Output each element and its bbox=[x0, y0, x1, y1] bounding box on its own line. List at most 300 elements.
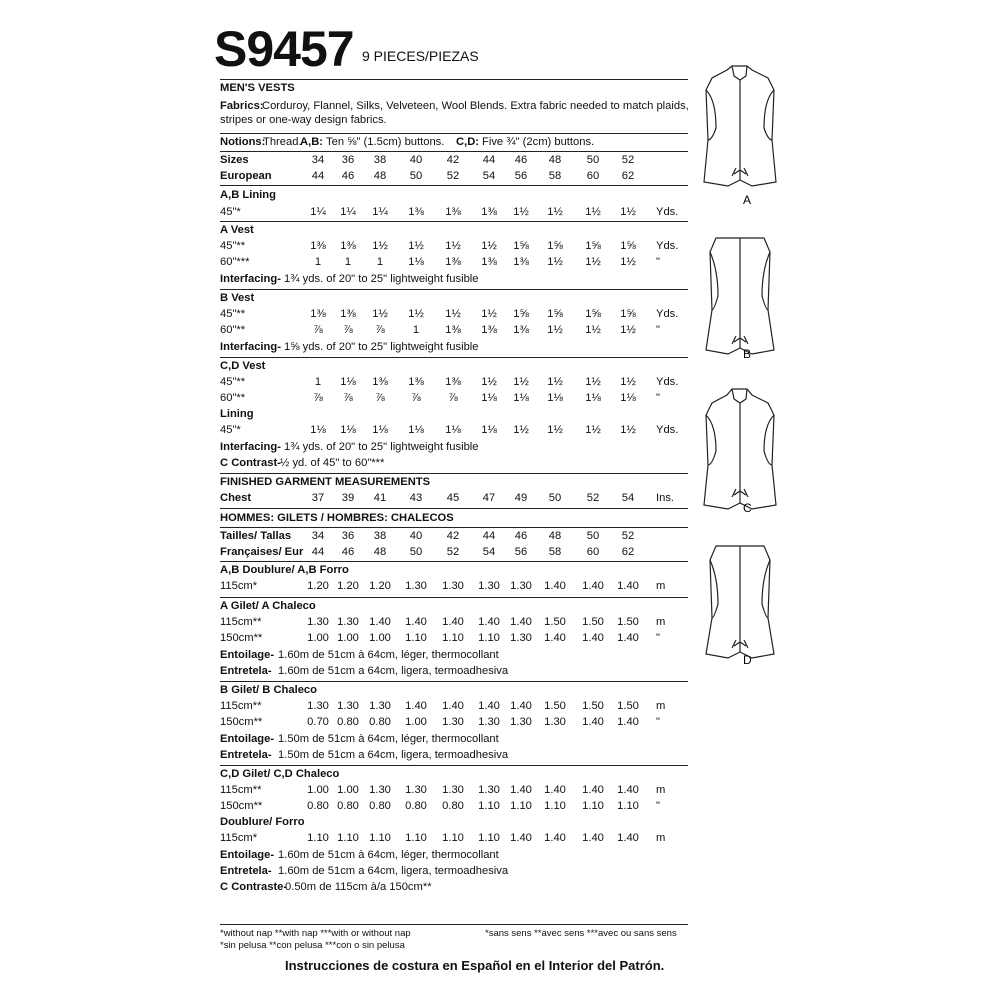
table-cell: 42 bbox=[446, 154, 460, 166]
table-cell: 1½ bbox=[481, 376, 497, 388]
table-cell: 40 bbox=[409, 154, 423, 166]
table-cell: 1½ bbox=[445, 308, 461, 320]
notions-text: Thread. bbox=[263, 136, 302, 148]
table-cell: 1½ bbox=[585, 256, 601, 268]
table-cell: 44 bbox=[482, 530, 496, 542]
table-cell: 1.40 bbox=[369, 616, 391, 628]
table-cell: 1.30 bbox=[510, 716, 532, 728]
table-cell: 1.10 bbox=[617, 800, 639, 812]
vest-view-c bbox=[704, 389, 776, 509]
table-cell: 1¼ bbox=[340, 206, 356, 218]
table-cell: 1 bbox=[314, 376, 322, 388]
table-cell: 1½ bbox=[481, 240, 497, 252]
section-title-en: MEN'S VESTS bbox=[220, 82, 295, 94]
table-cell: 46 bbox=[341, 170, 355, 182]
b-vest-title: B Vest bbox=[220, 292, 255, 304]
a-gilet-title: A Gilet/ A Chaleco bbox=[220, 600, 316, 612]
table-cell: 1½ bbox=[547, 324, 563, 336]
lining-45-unit: Yds. bbox=[656, 424, 679, 436]
table-cell: 1⅜ bbox=[340, 240, 356, 252]
table-cell: ⅞ bbox=[343, 324, 353, 336]
a-gilet-150-label: 150cm** bbox=[220, 632, 263, 644]
cd-gilet-150-unit: " bbox=[656, 800, 660, 812]
table-cell: 1.40 bbox=[478, 616, 500, 628]
a-vest-60-unit: " bbox=[656, 256, 660, 268]
table-cell: 48 bbox=[373, 170, 387, 182]
chest-unit: Ins. bbox=[656, 492, 675, 504]
vest-view-d bbox=[706, 546, 774, 658]
ab-lining-title: A,B Lining bbox=[220, 189, 276, 201]
doublure-115-label: 115cm* bbox=[220, 832, 258, 844]
table-cell: 1⅜ bbox=[445, 256, 461, 268]
francaises-label: Françaises/ Eur bbox=[220, 546, 304, 558]
table-cell: 1.50 bbox=[617, 616, 639, 628]
table-cell: 1½ bbox=[513, 424, 529, 436]
divider bbox=[220, 765, 688, 766]
vest-label-b: B bbox=[743, 347, 752, 361]
table-cell: 1.30 bbox=[307, 616, 329, 628]
a-vest-title: A Vest bbox=[220, 224, 254, 236]
ab-doublure-title: A,B Doublure/ A,B Forro bbox=[220, 564, 349, 576]
a-vest-60-label: 60"*** bbox=[220, 256, 250, 268]
cd-vest-45-label: 45"** bbox=[220, 376, 246, 388]
table-cell: 1⅝ bbox=[547, 240, 563, 252]
table-cell: 1⅛ bbox=[408, 424, 424, 436]
footnote-es: *sin pelusa **con pelusa ***con o sin pelusa bbox=[220, 940, 405, 951]
table-cell: 1⅜ bbox=[481, 256, 497, 268]
table-cell: 50 bbox=[586, 530, 600, 542]
table-cell: 1.10 bbox=[544, 800, 566, 812]
table-cell: 1.50 bbox=[544, 700, 566, 712]
table-cell: 1⅜ bbox=[340, 308, 356, 320]
table-cell: 1.30 bbox=[510, 580, 532, 592]
table-cell: 58 bbox=[548, 546, 562, 558]
b-gilet-115-label: 115cm** bbox=[220, 700, 262, 712]
table-cell: 1.40 bbox=[510, 832, 532, 844]
table-cell: 1.10 bbox=[337, 832, 359, 844]
table-cell: 1.00 bbox=[405, 716, 427, 728]
divider bbox=[220, 527, 688, 528]
a-entretela-text: 1.60m de 51cm a 64cm, ligera, termoadhesiva bbox=[278, 665, 509, 677]
table-cell: 50 bbox=[586, 154, 600, 166]
table-cell: 1.40 bbox=[582, 784, 604, 796]
notions-label: Notions: bbox=[220, 136, 266, 148]
ab-doublure-115-label: 115cm* bbox=[220, 580, 258, 592]
table-cell: 48 bbox=[548, 154, 562, 166]
table-cell: 1.40 bbox=[617, 784, 639, 796]
table-cell: 1⅜ bbox=[481, 324, 497, 336]
table-cell: 0.80 bbox=[442, 800, 464, 812]
divider bbox=[220, 185, 688, 186]
cd-entoilage-text: 1.60m de 51cm à 64cm, léger, thermocollant bbox=[278, 849, 499, 861]
a-interfacing-text: 1¾ yds. of 20" to 25" lightweight fusible bbox=[284, 273, 479, 285]
table-cell: 1.00 bbox=[337, 632, 359, 644]
divider bbox=[220, 508, 688, 509]
table-cell: 1½ bbox=[585, 424, 601, 436]
ab-lining-45-label: 45"* bbox=[220, 206, 241, 218]
divider bbox=[220, 221, 688, 222]
table-cell: 1.40 bbox=[478, 700, 500, 712]
table-cell: 1.50 bbox=[582, 700, 604, 712]
table-cell: 46 bbox=[341, 546, 355, 558]
footnote-fr: *sans sens **avec sens ***avec ou sans sens bbox=[485, 928, 677, 939]
table-cell: 34 bbox=[311, 154, 325, 166]
a-gilet-150-unit: " bbox=[656, 632, 660, 644]
table-cell: 1½ bbox=[620, 424, 636, 436]
table-cell: 56 bbox=[514, 170, 528, 182]
table-cell: 1.40 bbox=[617, 832, 639, 844]
table-cell: 1.50 bbox=[617, 700, 639, 712]
table-cell: 1¼ bbox=[372, 206, 388, 218]
table-cell: 54 bbox=[482, 170, 496, 182]
table-cell: 1.30 bbox=[369, 700, 391, 712]
table-cell: 1½ bbox=[513, 206, 529, 218]
tailles-label: Tailles/ Tallas bbox=[220, 530, 292, 542]
table-cell: 1½ bbox=[372, 308, 388, 320]
table-cell: 1.30 bbox=[337, 616, 359, 628]
table-cell: 1.10 bbox=[582, 800, 604, 812]
table-cell: 58 bbox=[548, 170, 562, 182]
table-cell: 34 bbox=[311, 530, 325, 542]
cd-interfacing-text: 1¾ yds. of 20" to 25" lightweight fusible bbox=[284, 441, 479, 453]
table-cell: ⅞ bbox=[313, 324, 323, 336]
table-cell: 60 bbox=[586, 546, 600, 558]
table-cell: 52 bbox=[621, 530, 635, 542]
table-cell: 1⅛ bbox=[585, 392, 601, 404]
table-cell: 1.30 bbox=[478, 716, 500, 728]
pieces-count: 9 PIECES/PIEZAS bbox=[362, 48, 479, 64]
table-cell: 54 bbox=[482, 546, 496, 558]
table-cell: 1¼ bbox=[310, 206, 326, 218]
table-cell: 1.20 bbox=[307, 580, 329, 592]
table-cell: 1.40 bbox=[442, 616, 464, 628]
table-cell: 50 bbox=[548, 492, 562, 504]
doublure-title: Doublure/ Forro bbox=[220, 816, 305, 828]
table-cell: 56 bbox=[514, 546, 528, 558]
table-cell: 40 bbox=[409, 530, 423, 542]
fabrics-text: Corduroy, Flannel, Silks, Velveteen, Wool Blends. Extra fabric needed to match plaids, bbox=[262, 100, 689, 112]
table-cell: 46 bbox=[514, 154, 528, 166]
fabrics-label: Fabrics: bbox=[220, 100, 264, 112]
divider bbox=[220, 597, 688, 598]
table-cell: ⅞ bbox=[343, 392, 353, 404]
table-cell: 1 bbox=[412, 324, 420, 336]
footnote-en: *without nap **with nap ***with or without nap bbox=[220, 928, 411, 939]
cd-gilet-115-label: 115cm** bbox=[220, 784, 262, 796]
a-entoilage-label: Entoilage- bbox=[220, 649, 275, 661]
table-cell: 52 bbox=[621, 154, 635, 166]
a-vest-45-unit: Yds. bbox=[656, 240, 679, 252]
vest-illustrations bbox=[690, 60, 810, 700]
table-cell: ⅞ bbox=[411, 392, 421, 404]
vest-label-d: D bbox=[743, 653, 752, 667]
table-cell: 1.40 bbox=[544, 580, 566, 592]
table-cell: 1½ bbox=[547, 256, 563, 268]
table-cell: 47 bbox=[482, 492, 496, 504]
section-title-fr: HOMMES: GILETS / HOMBRES: CHALECOS bbox=[220, 512, 454, 524]
table-cell: 1⅝ bbox=[547, 308, 563, 320]
table-cell: 37 bbox=[311, 492, 325, 504]
table-cell: 49 bbox=[514, 492, 528, 504]
table-cell: 1⅜ bbox=[445, 324, 461, 336]
table-cell: 1.10 bbox=[405, 632, 427, 644]
table-cell: 1.10 bbox=[478, 800, 500, 812]
b-entretela-label: Entretela- bbox=[220, 749, 272, 761]
table-cell: 43 bbox=[409, 492, 423, 504]
cd-gilet-title: C,D Gilet/ C,D Chaleco bbox=[220, 768, 340, 780]
vest-label-c: C bbox=[743, 501, 752, 515]
vest-view-b bbox=[706, 238, 774, 354]
table-cell: 60 bbox=[586, 170, 600, 182]
vest-view-a bbox=[704, 66, 776, 186]
table-cell: 1⅛ bbox=[340, 376, 356, 388]
table-cell: 1⅜ bbox=[445, 206, 461, 218]
cd-entretela-text: 1.60m de 51cm a 64cm, ligera, termoadhesiva bbox=[278, 865, 509, 877]
table-cell: 1⅜ bbox=[481, 206, 497, 218]
table-cell: 1.40 bbox=[582, 580, 604, 592]
table-cell: 1.40 bbox=[582, 832, 604, 844]
cd-vest-60-unit: " bbox=[656, 392, 660, 404]
chest-label: Chest bbox=[220, 492, 252, 504]
a-interfacing-label: Interfacing- bbox=[220, 273, 281, 285]
table-cell: 1½ bbox=[620, 324, 636, 336]
table-cell: 1 bbox=[344, 256, 352, 268]
cd-vest-title: C,D Vest bbox=[220, 360, 266, 372]
divider bbox=[220, 357, 688, 358]
table-cell: 1⅛ bbox=[481, 392, 497, 404]
table-cell: 1.50 bbox=[544, 616, 566, 628]
table-cell: 1.00 bbox=[307, 784, 329, 796]
table-cell: 36 bbox=[341, 530, 355, 542]
finished-title: FINISHED GARMENT MEASUREMENTS bbox=[220, 476, 431, 488]
table-cell: 1⅛ bbox=[340, 424, 356, 436]
table-cell: 1.30 bbox=[442, 580, 464, 592]
b-vest-45-label: 45"** bbox=[220, 308, 246, 320]
table-cell: 1⅛ bbox=[310, 424, 326, 436]
table-cell: 1⅛ bbox=[408, 256, 424, 268]
table-cell: 1⅝ bbox=[620, 240, 636, 252]
table-cell: 48 bbox=[548, 530, 562, 542]
table-cell: 1⅛ bbox=[481, 424, 497, 436]
table-cell: 41 bbox=[373, 492, 387, 504]
table-cell: 1½ bbox=[372, 240, 388, 252]
table-cell: 1.10 bbox=[478, 632, 500, 644]
table-cell: 1.10 bbox=[369, 832, 391, 844]
notions-cd: C,D: bbox=[456, 136, 479, 148]
cd-gilet-115-unit: m bbox=[656, 784, 666, 796]
table-cell: 1⅜ bbox=[408, 206, 424, 218]
divider bbox=[220, 473, 688, 474]
table-cell: 1⅛ bbox=[513, 392, 529, 404]
table-cell: 1⅜ bbox=[408, 376, 424, 388]
table-cell: 0.80 bbox=[369, 716, 391, 728]
table-cell: 1.40 bbox=[510, 700, 532, 712]
table-cell: 1.40 bbox=[544, 632, 566, 644]
b-gilet-150-unit: " bbox=[656, 716, 660, 728]
table-cell: 1.20 bbox=[369, 580, 391, 592]
b-vest-60-unit: " bbox=[656, 324, 660, 336]
table-cell: 52 bbox=[446, 170, 460, 182]
table-cell: 1.00 bbox=[337, 784, 359, 796]
table-cell: 1⅜ bbox=[513, 256, 529, 268]
table-cell: 1½ bbox=[513, 376, 529, 388]
table-cell: 38 bbox=[373, 530, 387, 542]
table-cell: 1.10 bbox=[510, 800, 532, 812]
table-cell: 1⅝ bbox=[620, 308, 636, 320]
divider bbox=[220, 133, 688, 134]
table-cell: 42 bbox=[446, 530, 460, 542]
table-cell: 1.40 bbox=[442, 700, 464, 712]
table-cell: 1.30 bbox=[478, 784, 500, 796]
table-cell: 1.10 bbox=[442, 832, 464, 844]
table-cell: 36 bbox=[341, 154, 355, 166]
table-cell: 1½ bbox=[620, 256, 636, 268]
table-cell: 50 bbox=[409, 170, 423, 182]
table-cell: 1⅝ bbox=[513, 308, 529, 320]
table-cell: 44 bbox=[311, 546, 325, 558]
table-cell: 1.40 bbox=[617, 632, 639, 644]
table-cell: 1⅜ bbox=[310, 308, 326, 320]
table-cell: 1½ bbox=[620, 376, 636, 388]
table-cell: 1.00 bbox=[307, 632, 329, 644]
divider bbox=[220, 289, 688, 290]
divider-top bbox=[220, 79, 688, 80]
notions-ab: A,B: bbox=[300, 136, 323, 148]
divider bbox=[220, 681, 688, 682]
table-cell: 1.20 bbox=[337, 580, 359, 592]
table-cell: 1.40 bbox=[582, 632, 604, 644]
table-cell: 1⅜ bbox=[372, 376, 388, 388]
b-vest-60-label: 60"** bbox=[220, 324, 246, 336]
table-cell: 1.40 bbox=[405, 700, 427, 712]
divider bbox=[220, 561, 688, 562]
table-cell: 38 bbox=[373, 154, 387, 166]
b-gilet-150-label: 150cm** bbox=[220, 716, 263, 728]
table-cell: 1.40 bbox=[617, 580, 639, 592]
table-cell: 44 bbox=[311, 170, 325, 182]
table-cell: 1½ bbox=[547, 376, 563, 388]
a-vest-45-label: 45"** bbox=[220, 240, 246, 252]
b-interfacing-text: 1⅝ yds. of 20" to 25" lightweight fusible bbox=[284, 341, 479, 353]
table-cell: 1½ bbox=[585, 376, 601, 388]
pattern-number: S9457 bbox=[214, 21, 354, 77]
table-cell: 0.80 bbox=[405, 800, 427, 812]
table-cell: 1⅝ bbox=[585, 308, 601, 320]
table-cell: 1⅜ bbox=[513, 324, 529, 336]
table-cell: 1½ bbox=[620, 206, 636, 218]
table-cell: 1.10 bbox=[307, 832, 329, 844]
b-entoilage-text: 1.50m de 51cm à 64cm, léger, thermocollant bbox=[278, 733, 499, 745]
table-cell: 48 bbox=[373, 546, 387, 558]
table-cell: 1 bbox=[376, 256, 384, 268]
b-interfacing-label: Interfacing- bbox=[220, 341, 281, 353]
table-cell: 1½ bbox=[585, 324, 601, 336]
ab-doublure-115-unit: m bbox=[656, 580, 666, 592]
table-cell: 0.80 bbox=[337, 800, 359, 812]
c-contrast-label: C Contrast- bbox=[220, 457, 281, 469]
table-cell: 1⅛ bbox=[372, 424, 388, 436]
table-cell: 54 bbox=[621, 492, 635, 504]
table-cell: 1.40 bbox=[405, 616, 427, 628]
table-cell: 1.30 bbox=[307, 700, 329, 712]
table-cell: 52 bbox=[446, 546, 460, 558]
b-gilet-title: B Gilet/ B Chaleco bbox=[220, 684, 317, 696]
c-contrast-text: ½ yd. of 45" to 60"*** bbox=[280, 457, 385, 469]
table-cell: 1.30 bbox=[510, 632, 532, 644]
b-entretela-text: 1.50m de 51cm a 64cm, ligera, termoadhesiva bbox=[278, 749, 509, 761]
b-entoilage-label: Entoilage- bbox=[220, 733, 275, 745]
lining-45-label: 45"* bbox=[220, 424, 241, 436]
table-cell: 52 bbox=[586, 492, 600, 504]
table-cell: 1.50 bbox=[582, 616, 604, 628]
table-cell: 1.30 bbox=[337, 700, 359, 712]
table-cell: 1⅜ bbox=[445, 376, 461, 388]
cd-interfacing-label: Interfacing- bbox=[220, 441, 281, 453]
table-cell: 0.80 bbox=[369, 800, 391, 812]
a-gilet-115-unit: m bbox=[656, 616, 666, 628]
cd-entretela-label: Entretela- bbox=[220, 865, 272, 877]
notions-ab-text: Ten ⅝" (1.5cm) buttons. bbox=[326, 136, 445, 148]
table-cell: 1.00 bbox=[369, 632, 391, 644]
a-gilet-115-label: 115cm** bbox=[220, 616, 262, 628]
table-cell: ⅞ bbox=[375, 324, 385, 336]
table-cell: 1⅝ bbox=[513, 240, 529, 252]
fabrics-text-2: stripes or one-way design fabrics. bbox=[220, 114, 387, 126]
table-cell: 1.40 bbox=[582, 716, 604, 728]
table-cell: 1.30 bbox=[405, 580, 427, 592]
table-cell: 1½ bbox=[408, 308, 424, 320]
table-cell: 1½ bbox=[585, 206, 601, 218]
table-cell: 1⅛ bbox=[620, 392, 636, 404]
bottom-note: Instrucciones de costura en Español en el Interior del Patrón. bbox=[285, 958, 665, 973]
table-cell: 1.40 bbox=[617, 716, 639, 728]
table-cell: 1⅝ bbox=[585, 240, 601, 252]
table-cell: 0.80 bbox=[337, 716, 359, 728]
table-cell: 1.10 bbox=[442, 632, 464, 644]
table-cell: 62 bbox=[621, 546, 635, 558]
table-cell: ⅞ bbox=[448, 392, 458, 404]
table-cell: 0.80 bbox=[307, 800, 329, 812]
table-cell: 1.40 bbox=[544, 832, 566, 844]
table-cell: 39 bbox=[341, 492, 355, 504]
table-cell: 1 bbox=[314, 256, 322, 268]
table-cell: 1.10 bbox=[478, 832, 500, 844]
table-cell: 1.40 bbox=[510, 784, 532, 796]
c-contraste-label: C Contraste- bbox=[220, 881, 288, 893]
a-entoilage-text: 1.60m de 51cm à 64cm, léger, thermocollant bbox=[278, 649, 499, 661]
table-cell: 45 bbox=[446, 492, 460, 504]
divider bbox=[220, 151, 688, 152]
table-cell: 1.40 bbox=[510, 616, 532, 628]
table-cell: ⅞ bbox=[375, 392, 385, 404]
table-cell: 0.70 bbox=[307, 716, 329, 728]
table-cell: 1.10 bbox=[405, 832, 427, 844]
table-cell: 1½ bbox=[445, 240, 461, 252]
table-cell: 1.30 bbox=[478, 580, 500, 592]
cd-vest-60-label: 60"** bbox=[220, 392, 246, 404]
table-cell: 1⅛ bbox=[547, 392, 563, 404]
table-cell: 1.30 bbox=[544, 716, 566, 728]
sizes-label: Sizes bbox=[220, 154, 249, 166]
table-cell: 50 bbox=[409, 546, 423, 558]
table-cell: 1⅛ bbox=[445, 424, 461, 436]
doublure-115-unit: m bbox=[656, 832, 666, 844]
ab-lining-45-unit: Yds. bbox=[656, 206, 679, 218]
table-cell: 1.30 bbox=[442, 784, 464, 796]
cd-vest-45-unit: Yds. bbox=[656, 376, 679, 388]
table-cell: 1½ bbox=[481, 308, 497, 320]
lining-title: Lining bbox=[220, 408, 254, 420]
